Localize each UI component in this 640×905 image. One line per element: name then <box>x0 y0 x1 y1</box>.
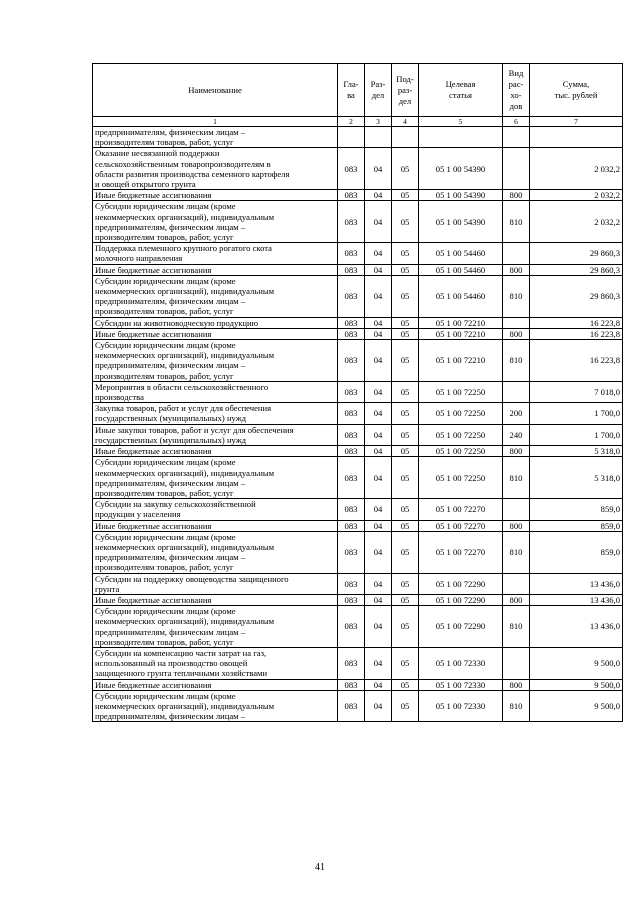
cell-razdel: 04 <box>365 275 392 317</box>
cell-podrazdel: 05 <box>392 264 419 275</box>
table-row <box>93 317 623 328</box>
cell-name: Субсидии юридическим лицам (кроме некоммерческих организаций), индивидуальным предпринимателям, физическим лицам – <box>93 690 338 722</box>
cell-vid: 800 <box>503 446 530 457</box>
cell-glava: 083 <box>338 148 365 190</box>
cell-sum: 13 436,0 <box>530 573 623 594</box>
cell-name: Иные бюджетные ассигнования <box>93 190 338 201</box>
cell-vid: 800 <box>503 328 530 339</box>
cell-sum: 13 436,0 <box>530 606 623 648</box>
cell-glava: 083 <box>338 690 365 722</box>
cell-sum: 1 700,0 <box>530 403 623 424</box>
table-row <box>93 520 623 531</box>
cell-razdel: 04 <box>365 424 392 445</box>
cell-vid: 800 <box>503 594 530 605</box>
cell-podrazdel: 05 <box>392 201 419 243</box>
cell-glava: 083 <box>338 243 365 264</box>
cell-target: 05 1 00 72290 <box>419 594 503 605</box>
cell-razdel: 04 <box>365 446 392 457</box>
colnum: 7 <box>530 117 623 127</box>
cell-target: 05 1 00 72330 <box>419 647 503 679</box>
cell-sum <box>530 127 623 148</box>
cell-vid: 800 <box>503 520 530 531</box>
table-row <box>93 403 623 424</box>
cell-vid <box>503 573 530 594</box>
cell-sum: 16 223,8 <box>530 340 623 382</box>
cell-vid: 810 <box>503 690 530 722</box>
cell-razdel: 04 <box>365 328 392 339</box>
cell-target: 05 1 00 54390 <box>419 148 503 190</box>
cell-glava: 083 <box>338 679 365 690</box>
cell-razdel: 04 <box>365 381 392 402</box>
cell-sum: 29 860,3 <box>530 243 623 264</box>
cell-sum: 5 318,0 <box>530 446 623 457</box>
cell-razdel <box>365 127 392 148</box>
cell-name: Субсидии юридическим лицам (кроме некоммерческих организаций), индивидуальным предпринимателям, физическим лицам – производителям товаров, работ, услуг <box>93 275 338 317</box>
cell-target: 05 1 00 72330 <box>419 679 503 690</box>
cell-target: 05 1 00 72270 <box>419 499 503 520</box>
cell-vid: 810 <box>503 606 530 648</box>
cell-glava: 083 <box>338 573 365 594</box>
cell-glava: 083 <box>338 499 365 520</box>
cell-glava: 083 <box>338 606 365 648</box>
header-razdel: Раз- дел <box>365 64 392 117</box>
cell-glava: 083 <box>338 381 365 402</box>
cell-vid: 800 <box>503 679 530 690</box>
cell-target: 05 1 00 72250 <box>419 424 503 445</box>
page-number: 41 <box>315 862 325 873</box>
cell-glava: 083 <box>338 424 365 445</box>
cell-target: 05 1 00 72250 <box>419 446 503 457</box>
cell-vid <box>503 499 530 520</box>
cell-sum: 9 500,0 <box>530 690 623 722</box>
cell-glava: 083 <box>338 446 365 457</box>
table-row <box>93 457 623 499</box>
cell-name: Иные бюджетные ассигнования <box>93 446 338 457</box>
header-podrazdel: Под- раз- дел <box>392 64 419 117</box>
colnum: 4 <box>392 117 419 127</box>
cell-sum: 13 436,0 <box>530 594 623 605</box>
cell-podrazdel: 05 <box>392 520 419 531</box>
cell-razdel: 04 <box>365 403 392 424</box>
cell-podrazdel: 05 <box>392 606 419 648</box>
cell-razdel: 04 <box>365 647 392 679</box>
cell-target: 05 1 00 54460 <box>419 264 503 275</box>
cell-target: 05 1 00 72330 <box>419 690 503 722</box>
cell-razdel: 04 <box>365 531 392 573</box>
table-row <box>93 243 623 264</box>
header-name: Наименование <box>93 64 338 117</box>
cell-podrazdel: 05 <box>392 243 419 264</box>
cell-podrazdel: 05 <box>392 340 419 382</box>
cell-sum: 9 500,0 <box>530 679 623 690</box>
cell-vid: 200 <box>503 403 530 424</box>
cell-vid <box>503 381 530 402</box>
cell-glava <box>338 127 365 148</box>
table-row <box>93 573 623 594</box>
cell-vid: 810 <box>503 201 530 243</box>
cell-razdel: 04 <box>365 606 392 648</box>
cell-sum: 1 700,0 <box>530 424 623 445</box>
cell-name: Закупка товаров, работ и услуг для обеспечения государственных (муниципальных) нужд <box>93 403 338 424</box>
cell-glava: 083 <box>338 340 365 382</box>
cell-target: 05 1 00 54390 <box>419 190 503 201</box>
cell-glava: 083 <box>338 531 365 573</box>
table-row <box>93 264 623 275</box>
table-row <box>93 275 623 317</box>
cell-razdel: 04 <box>365 264 392 275</box>
cell-vid: 800 <box>503 190 530 201</box>
cell-podrazdel: 05 <box>392 457 419 499</box>
table-row <box>93 127 623 148</box>
cell-razdel: 04 <box>365 340 392 382</box>
cell-name: Иные бюджетные ассигнования <box>93 679 338 690</box>
colnum: 5 <box>419 117 503 127</box>
table-row <box>93 340 623 382</box>
cell-name: Иные бюджетные ассигнования <box>93 520 338 531</box>
table-row <box>93 190 623 201</box>
cell-sum: 9 500,0 <box>530 647 623 679</box>
cell-podrazdel: 05 <box>392 317 419 328</box>
header-vid: Вид рас- хо- дов <box>503 64 530 117</box>
table-row <box>93 148 623 190</box>
cell-target: 05 1 00 72250 <box>419 381 503 402</box>
cell-podrazdel <box>392 127 419 148</box>
colnum: 1 <box>93 117 338 127</box>
cell-target: 05 1 00 72250 <box>419 457 503 499</box>
cell-sum: 859,0 <box>530 499 623 520</box>
cell-podrazdel: 05 <box>392 647 419 679</box>
cell-glava: 083 <box>338 328 365 339</box>
cell-target: 05 1 00 72290 <box>419 606 503 648</box>
cell-podrazdel: 05 <box>392 679 419 690</box>
cell-target <box>419 127 503 148</box>
cell-target: 05 1 00 72210 <box>419 340 503 382</box>
column-number-row <box>93 117 623 127</box>
cell-glava: 083 <box>338 275 365 317</box>
budget-table <box>92 63 623 722</box>
colnum: 6 <box>503 117 530 127</box>
cell-vid: 810 <box>503 457 530 499</box>
table-row <box>93 690 623 722</box>
table-row <box>93 201 623 243</box>
cell-vid: 240 <box>503 424 530 445</box>
cell-vid <box>503 243 530 264</box>
budget-document <box>92 63 622 722</box>
cell-sum: 29 860,3 <box>530 264 623 275</box>
cell-target: 05 1 00 54460 <box>419 243 503 264</box>
cell-sum: 29 860,3 <box>530 275 623 317</box>
table-row <box>93 499 623 520</box>
cell-glava: 083 <box>338 594 365 605</box>
cell-sum: 2 032,2 <box>530 190 623 201</box>
cell-podrazdel: 05 <box>392 148 419 190</box>
cell-name: Субсидии юридическим лицам (кроме некоммерческих организаций), индивидуальным предпринимателям, физическим лицам – производителям товаров, работ, услуг <box>93 606 338 648</box>
cell-name: Субсидии на животноводческую продукцию <box>93 317 338 328</box>
cell-sum: 859,0 <box>530 531 623 573</box>
cell-target: 05 1 00 72250 <box>419 403 503 424</box>
cell-name: Субсидии юридическим лицам (кроме некоммерческих организаций), индивидуальным предпринимателям, физическим лицам – производителям товаров, работ, услуг <box>93 201 338 243</box>
cell-name: Субсидии на компенсацию части затрат на газ, использованный на производство овощей защищенного грунта тепличными хозяйствами <box>93 647 338 679</box>
cell-vid <box>503 317 530 328</box>
cell-razdel: 04 <box>365 573 392 594</box>
cell-name: Субсидии юридическим лицам (кроме некоммерческих организаций), индивидуальным предпринимателям, физическим лицам – производителям товаров, работ, услуг <box>93 340 338 382</box>
cell-sum: 5 318,0 <box>530 457 623 499</box>
cell-razdel: 04 <box>365 594 392 605</box>
colnum: 2 <box>338 117 365 127</box>
cell-vid: 800 <box>503 264 530 275</box>
cell-sum: 859,0 <box>530 520 623 531</box>
cell-podrazdel: 05 <box>392 403 419 424</box>
cell-name: Иные бюджетные ассигнования <box>93 328 338 339</box>
cell-vid <box>503 148 530 190</box>
cell-razdel: 04 <box>365 148 392 190</box>
cell-name: Субсидии на поддержку овощеводства защищенного грунта <box>93 573 338 594</box>
cell-glava: 083 <box>338 647 365 679</box>
cell-target: 05 1 00 54390 <box>419 201 503 243</box>
cell-podrazdel: 05 <box>392 381 419 402</box>
cell-razdel: 04 <box>365 690 392 722</box>
header-glava: Гла- ва <box>338 64 365 117</box>
cell-razdel: 04 <box>365 201 392 243</box>
cell-razdel: 04 <box>365 679 392 690</box>
header-sum: Сумма, тыс. рублей <box>530 64 623 117</box>
cell-podrazdel: 05 <box>392 690 419 722</box>
cell-razdel: 04 <box>365 520 392 531</box>
cell-vid: 810 <box>503 531 530 573</box>
cell-razdel: 04 <box>365 190 392 201</box>
cell-vid <box>503 127 530 148</box>
cell-target: 05 1 00 72270 <box>419 520 503 531</box>
table-row <box>93 328 623 339</box>
cell-podrazdel: 05 <box>392 531 419 573</box>
cell-target: 05 1 00 72270 <box>419 531 503 573</box>
cell-glava: 083 <box>338 264 365 275</box>
table-row <box>93 446 623 457</box>
cell-podrazdel: 05 <box>392 190 419 201</box>
cell-target: 05 1 00 72210 <box>419 328 503 339</box>
cell-razdel: 04 <box>365 499 392 520</box>
cell-target: 05 1 00 72290 <box>419 573 503 594</box>
cell-podrazdel: 05 <box>392 594 419 605</box>
cell-razdel: 04 <box>365 243 392 264</box>
cell-target: 05 1 00 72210 <box>419 317 503 328</box>
cell-name: Иные бюджетные ассигнования <box>93 264 338 275</box>
cell-name: Субсидии на закупку сельскохозяйственной продукции у населения <box>93 499 338 520</box>
cell-podrazdel: 05 <box>392 275 419 317</box>
table-row <box>93 381 623 402</box>
cell-name: Иные бюджетные ассигнования <box>93 594 338 605</box>
cell-glava: 083 <box>338 317 365 328</box>
cell-podrazdel: 05 <box>392 446 419 457</box>
cell-name: предпринимателям, физическим лицам – производителям товаров, работ, услуг <box>93 127 338 148</box>
cell-name: Иные закупки товаров, работ и услуг для обеспечения государственных (муниципальных) нужд <box>93 424 338 445</box>
header-row <box>93 64 623 117</box>
cell-sum: 2 032,2 <box>530 201 623 243</box>
cell-razdel: 04 <box>365 457 392 499</box>
cell-name: Субсидии юридическим лицам (кроме некоммерческих организаций), индивидуальным предпринимателям, физическим лицам – производителям товаров, работ, услуг <box>93 457 338 499</box>
table-row <box>93 647 623 679</box>
cell-name: Поддержка племенного крупного рогатого скота молочного направления <box>93 243 338 264</box>
table-row <box>93 594 623 605</box>
cell-glava: 083 <box>338 520 365 531</box>
table-row <box>93 424 623 445</box>
table-row <box>93 531 623 573</box>
cell-podrazdel: 05 <box>392 424 419 445</box>
cell-glava: 083 <box>338 190 365 201</box>
table-body <box>93 127 623 722</box>
colnum: 3 <box>365 117 392 127</box>
cell-podrazdel: 05 <box>392 499 419 520</box>
cell-vid: 810 <box>503 340 530 382</box>
cell-glava: 083 <box>338 457 365 499</box>
table-row <box>93 679 623 690</box>
cell-name: Оказание несвязанной поддержки сельскохозяйственным товаропроизводителям в области развития производства семенного картофеля и овощей открытого грунта <box>93 148 338 190</box>
cell-sum: 7 018,0 <box>530 381 623 402</box>
table-row <box>93 606 623 648</box>
cell-sum: 16 223,8 <box>530 328 623 339</box>
cell-razdel: 04 <box>365 317 392 328</box>
cell-podrazdel: 05 <box>392 328 419 339</box>
cell-sum: 16 223,8 <box>530 317 623 328</box>
cell-glava: 083 <box>338 403 365 424</box>
cell-target: 05 1 00 54460 <box>419 275 503 317</box>
cell-glava: 083 <box>338 201 365 243</box>
cell-podrazdel: 05 <box>392 573 419 594</box>
cell-sum: 2 032,2 <box>530 148 623 190</box>
cell-name: Субсидии юридическим лицам (кроме некоммерческих организаций), индивидуальным предпринимателям, физическим лицам – производителям товаров, работ, услуг <box>93 531 338 573</box>
cell-vid: 810 <box>503 275 530 317</box>
cell-name: Мероприятия в области сельскохозяйственного производства <box>93 381 338 402</box>
header-target: Целевая статья <box>419 64 503 117</box>
cell-vid <box>503 647 530 679</box>
